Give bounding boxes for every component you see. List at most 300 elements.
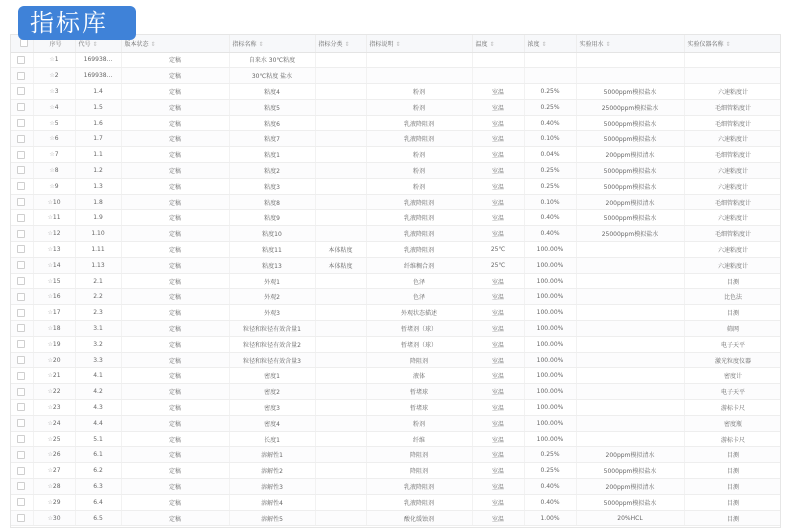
cell-inst: [684, 336, 781, 352]
column-header-label: 浓度: [527, 40, 540, 48]
cell-conc: [524, 194, 576, 210]
cell-water: [576, 84, 684, 100]
row-select-cell: [11, 479, 33, 495]
select-all-checkbox[interactable]: [20, 39, 28, 47]
row-checkbox[interactable]: [17, 514, 25, 522]
cell-name: [229, 242, 315, 258]
row-checkbox[interactable]: [17, 403, 25, 411]
star-icon[interactable]: ☆: [49, 56, 55, 64]
cell-text: 密度2: [264, 389, 280, 397]
cell-conc: [524, 431, 576, 447]
cell-code: [75, 273, 121, 289]
cell-inst: [684, 368, 781, 384]
row-checkbox[interactable]: [17, 388, 25, 396]
cell-conc: [524, 99, 576, 115]
star-icon[interactable]: ☆: [47, 324, 53, 332]
table-row[interactable]: [11, 447, 781, 463]
row-checkbox[interactable]: [17, 435, 25, 443]
row-checkbox[interactable]: [17, 372, 25, 380]
cell-text: 100.00%: [536, 293, 564, 301]
row-checkbox[interactable]: [17, 309, 25, 317]
cell-name: [229, 131, 315, 147]
cell-temp: [472, 273, 524, 289]
row-checkbox[interactable]: [17, 419, 25, 427]
cell-text: 六速粘度计: [717, 167, 748, 175]
cell-text: 100.00%: [536, 324, 564, 332]
row-checkbox[interactable]: [17, 119, 25, 127]
table-row[interactable]: [11, 84, 781, 100]
sort-icon[interactable]: ⇕: [605, 40, 611, 48]
star-icon[interactable]: ☆: [47, 261, 53, 269]
row-select-cell: [11, 194, 33, 210]
column-header-inst[interactable]: [684, 35, 781, 52]
cell-water: [576, 257, 684, 273]
star-icon[interactable]: ☆: [47, 514, 53, 522]
star-icon[interactable]: ☆: [47, 230, 53, 238]
cell-text: 密度瓶: [723, 420, 742, 428]
cell-text: 12: [52, 230, 61, 238]
row-checkbox[interactable]: [17, 467, 25, 475]
cell-text: 酸化缓蚀剂: [403, 515, 434, 523]
cell-text: 比色法: [723, 294, 742, 302]
cell-seq: [33, 494, 75, 510]
cell-text: 5000ppm模拟盐水: [603, 167, 657, 175]
cell-status: [121, 163, 229, 179]
cell-text: 3: [54, 87, 59, 95]
row-checkbox[interactable]: [17, 340, 25, 348]
cell-text: 定稿: [168, 231, 181, 239]
table-row[interactable]: [11, 273, 781, 289]
cell-text: 溶解性2: [261, 468, 283, 476]
table-row[interactable]: [11, 321, 781, 337]
row-checkbox[interactable]: [17, 482, 25, 490]
sort-icon[interactable]: ⇕: [489, 40, 495, 48]
cell-seq: [33, 99, 75, 115]
cell-text: 六速粘度计: [717, 88, 748, 96]
cell-text: 1.1: [93, 151, 103, 159]
star-icon[interactable]: ☆: [47, 214, 53, 222]
cell-inst: [684, 479, 781, 495]
cell-water: [576, 194, 684, 210]
cell-text: 定稿: [168, 73, 181, 81]
table-row[interactable]: [11, 178, 781, 194]
cell-seq: [33, 163, 75, 179]
row-select-cell: [11, 163, 33, 179]
cell-text: 降阻剂: [409, 452, 428, 460]
column-header-cat[interactable]: [315, 35, 366, 52]
cell-code: [75, 431, 121, 447]
cell-temp: [472, 52, 524, 68]
cell-text: 室温: [491, 231, 504, 239]
star-icon[interactable]: ☆: [47, 293, 53, 301]
cell-desc: [366, 305, 472, 321]
row-checkbox[interactable]: [17, 261, 25, 269]
column-header-temp[interactable]: [472, 35, 524, 52]
row-select-cell: [11, 415, 33, 431]
table-row[interactable]: [11, 463, 781, 479]
cell-text: 6.4: [93, 498, 103, 506]
table-row[interactable]: [11, 289, 781, 305]
cell-cat: [315, 400, 366, 416]
cell-text: 目测: [726, 515, 739, 523]
star-icon[interactable]: ☆: [49, 151, 55, 159]
star-icon[interactable]: ☆: [47, 372, 53, 380]
star-icon[interactable]: ☆: [47, 467, 53, 475]
table-row[interactable]: [11, 147, 781, 163]
cell-name: [229, 336, 315, 352]
cell-status: [121, 321, 229, 337]
cell-code: [75, 400, 121, 416]
table-row[interactable]: [11, 210, 781, 226]
cell-text: 1: [54, 56, 59, 64]
cell-inst: [684, 352, 781, 368]
cell-temp: [472, 415, 524, 431]
cell-inst: [684, 68, 781, 84]
cell-text: 1.3: [93, 182, 103, 190]
star-icon[interactable]: ☆: [47, 435, 53, 443]
sort-icon[interactable]: ⇕: [150, 40, 156, 48]
cell-text: 毛细管粘度计: [714, 120, 751, 128]
cell-text: 筛网: [726, 325, 739, 333]
cell-water: [576, 321, 684, 337]
table-row[interactable]: [11, 384, 781, 400]
cell-text: 溶解性5: [261, 515, 283, 523]
cell-text: 粉剂: [412, 104, 425, 112]
table-row[interactable]: [11, 415, 781, 431]
sort-icon[interactable]: ⇕: [344, 40, 350, 48]
cell-text: 目测: [726, 468, 739, 476]
star-icon[interactable]: ☆: [47, 403, 53, 411]
cell-text: 暂堵球: [409, 389, 428, 397]
sort-icon[interactable]: ⇕: [395, 40, 401, 48]
cell-status: [121, 210, 229, 226]
cell-code: [75, 210, 121, 226]
cell-text: 1.4: [93, 87, 103, 95]
cell-text: 200ppm模拟清水: [605, 452, 655, 460]
table-row[interactable]: [11, 305, 781, 321]
cell-conc: [524, 131, 576, 147]
cell-conc: [524, 210, 576, 226]
cell-water: [576, 68, 684, 84]
cell-cat: [315, 147, 366, 163]
cell-text: 粘度13: [262, 262, 282, 270]
cell-conc: [524, 336, 576, 352]
row-select-cell: [11, 463, 33, 479]
cell-temp: [472, 163, 524, 179]
cell-cat: [315, 463, 366, 479]
cell-inst: [684, 305, 781, 321]
cell-status: [121, 479, 229, 495]
table-row[interactable]: [11, 52, 781, 68]
column-header-desc[interactable]: [366, 35, 472, 52]
sort-icon[interactable]: ⇕: [258, 40, 264, 48]
cell-inst: [684, 321, 781, 337]
cell-text: 粘度2: [264, 167, 280, 175]
star-icon[interactable]: ☆: [47, 356, 53, 364]
cell-water: [576, 368, 684, 384]
cell-text: 1.13: [91, 261, 105, 269]
row-select-cell: [11, 510, 33, 526]
cell-desc: [366, 400, 472, 416]
cell-cat: [315, 368, 366, 384]
cell-text: 室温: [491, 88, 504, 96]
cell-water: [576, 463, 684, 479]
cell-name: [229, 352, 315, 368]
table-row[interactable]: [11, 99, 781, 115]
cell-text: 目测: [726, 499, 739, 507]
cell-desc: [366, 52, 472, 68]
row-checkbox[interactable]: [17, 214, 25, 222]
cell-seq: [33, 68, 75, 84]
cell-text: 0.25%: [540, 467, 560, 475]
cell-text: 0.40%: [540, 230, 560, 238]
cell-name: [229, 494, 315, 510]
cell-text: 游标卡尺: [720, 436, 745, 444]
cell-text: 室温: [491, 436, 504, 444]
sort-icon[interactable]: ⇕: [725, 40, 731, 48]
row-checkbox[interactable]: [17, 72, 25, 80]
cell-text: 电子天平: [720, 389, 745, 397]
table-row[interactable]: [11, 494, 781, 510]
cell-seq: [33, 52, 75, 68]
row-checkbox[interactable]: [17, 293, 25, 301]
cell-text: 室温: [491, 183, 504, 191]
cell-cat: [315, 178, 366, 194]
cell-text: 200ppm模拟清水: [605, 152, 655, 160]
cell-text: 0.40%: [540, 498, 560, 506]
row-checkbox[interactable]: [17, 56, 25, 64]
star-icon[interactable]: ☆: [47, 245, 53, 253]
row-checkbox[interactable]: [17, 151, 25, 159]
cell-text: 定稿: [168, 404, 181, 412]
cell-seq: [33, 336, 75, 352]
cell-text: 外观2: [264, 294, 280, 302]
star-icon[interactable]: ☆: [49, 182, 55, 190]
cell-text: 5000ppm模拟盐水: [603, 120, 657, 128]
cell-code: [75, 447, 121, 463]
cell-text: 1.6: [93, 119, 103, 127]
cell-text: 1.9: [93, 214, 103, 222]
row-select-cell: [11, 431, 33, 447]
row-checkbox[interactable]: [17, 498, 25, 506]
star-icon[interactable]: ☆: [49, 87, 55, 95]
cell-water: [576, 305, 684, 321]
star-icon[interactable]: ☆: [47, 498, 53, 506]
table-row[interactable]: [11, 68, 781, 84]
sort-icon[interactable]: ⇕: [541, 40, 547, 48]
cell-text: 1.2: [93, 166, 103, 174]
cell-text: 目测: [726, 452, 739, 460]
row-checkbox[interactable]: [17, 103, 25, 111]
cell-code: [75, 226, 121, 242]
cell-text: 25℃: [490, 245, 506, 253]
row-checkbox[interactable]: [17, 324, 25, 332]
cell-text: 游标卡尺: [720, 404, 745, 412]
row-checkbox[interactable]: [17, 87, 25, 95]
star-icon[interactable]: ☆: [47, 451, 53, 459]
cell-seq: [33, 178, 75, 194]
cell-temp: [472, 352, 524, 368]
row-checkbox[interactable]: [17, 245, 25, 253]
cell-desc: [366, 336, 472, 352]
cell-text: 室温: [491, 483, 504, 491]
sort-icon[interactable]: ⇕: [92, 40, 98, 48]
cell-status: [121, 415, 229, 431]
table-row[interactable]: [11, 194, 781, 210]
star-icon[interactable]: ☆: [49, 72, 55, 80]
cell-text: 室温: [491, 357, 504, 365]
table-row[interactable]: [11, 226, 781, 242]
cell-desc: [366, 147, 472, 163]
cell-seq: [33, 479, 75, 495]
row-checkbox[interactable]: [17, 356, 25, 364]
table-row[interactable]: [11, 400, 781, 416]
cell-text: 25000ppm模拟盐水: [601, 231, 659, 239]
table-row[interactable]: [11, 368, 781, 384]
column-header-water[interactable]: [576, 35, 684, 52]
cell-cat: [315, 273, 366, 289]
row-checkbox[interactable]: [17, 135, 25, 143]
cell-text: 定稿: [168, 88, 181, 96]
cell-seq: [33, 415, 75, 431]
star-icon[interactable]: ☆: [47, 419, 53, 427]
cell-text: 粘度6: [264, 120, 280, 128]
row-select-cell: [11, 178, 33, 194]
column-header-label: 指标名称: [232, 40, 257, 48]
row-select-cell: [11, 115, 33, 131]
table-row[interactable]: [11, 131, 781, 147]
row-select-cell: [11, 494, 33, 510]
cell-text: 3.2: [93, 340, 103, 348]
cell-status: [121, 178, 229, 194]
cell-name: [229, 273, 315, 289]
table-row[interactable]: [11, 431, 781, 447]
cell-seq: [33, 431, 75, 447]
cell-name: [229, 99, 315, 115]
cell-name: [229, 415, 315, 431]
table-row[interactable]: [11, 336, 781, 352]
cell-name: [229, 305, 315, 321]
cell-text: 粘度3: [264, 183, 280, 191]
table-row[interactable]: [11, 242, 781, 258]
cell-name: [229, 479, 315, 495]
star-icon[interactable]: ☆: [49, 166, 55, 174]
cell-text: 室温: [491, 389, 504, 397]
cell-code: [75, 352, 121, 368]
cell-status: [121, 68, 229, 84]
table-row[interactable]: [11, 352, 781, 368]
cell-water: [576, 447, 684, 463]
cell-text: 乳液降阻剂: [403, 215, 434, 223]
cell-text: 20%HCL: [617, 514, 643, 522]
cell-text: 密度计: [723, 373, 742, 381]
cell-text: 2.2: [93, 293, 103, 301]
star-icon[interactable]: ☆: [47, 388, 53, 396]
cell-water: [576, 131, 684, 147]
cell-status: [121, 463, 229, 479]
row-checkbox[interactable]: [17, 277, 25, 285]
cell-text: 定稿: [168, 199, 181, 207]
cell-text: 22: [52, 388, 61, 396]
cell-desc: [366, 368, 472, 384]
table-row[interactable]: [11, 257, 781, 273]
star-icon[interactable]: ☆: [47, 309, 53, 317]
row-checkbox[interactable]: [17, 451, 25, 459]
cell-text: 粘度9: [264, 215, 280, 223]
cell-text: 200ppm模拟清水: [605, 199, 655, 207]
cell-cat: [315, 431, 366, 447]
cell-text: 粘度5: [264, 104, 280, 112]
cell-temp: [472, 479, 524, 495]
cell-cat: [315, 352, 366, 368]
cell-temp: [472, 84, 524, 100]
row-checkbox[interactable]: [17, 198, 25, 206]
cell-text: 19: [52, 340, 61, 348]
cell-cat: [315, 384, 366, 400]
cell-name: [229, 257, 315, 273]
cell-desc: [366, 352, 472, 368]
cell-text: 200ppm模拟清水: [605, 483, 655, 491]
cell-code: [75, 510, 121, 526]
cell-text: 毛细管粘度计: [714, 152, 751, 160]
star-icon[interactable]: ☆: [47, 482, 53, 490]
cell-text: 外观3: [264, 310, 280, 318]
cell-inst: [684, 447, 781, 463]
cell-text: 乳液降阻剂: [403, 483, 434, 491]
star-icon[interactable]: ☆: [49, 103, 55, 111]
column-header-conc[interactable]: [524, 35, 576, 52]
cell-text: 定稿: [168, 341, 181, 349]
cell-seq: [33, 210, 75, 226]
row-checkbox[interactable]: [17, 182, 25, 190]
column-header-name[interactable]: [229, 35, 315, 52]
cell-text: 室温: [491, 199, 504, 207]
cell-text: 定稿: [168, 436, 181, 444]
column-header-status[interactable]: [121, 35, 229, 52]
star-icon[interactable]: ☆: [49, 119, 55, 127]
cell-status: [121, 431, 229, 447]
cell-text: 色泽: [412, 294, 425, 302]
cell-name: [229, 210, 315, 226]
cell-temp: [472, 321, 524, 337]
star-icon[interactable]: ☆: [49, 135, 55, 143]
cell-code: [75, 242, 121, 258]
table-row[interactable]: [11, 479, 781, 495]
cell-conc: [524, 257, 576, 273]
star-icon[interactable]: ☆: [47, 277, 53, 285]
cell-text: 100.00%: [536, 340, 564, 348]
star-icon[interactable]: ☆: [47, 340, 53, 348]
cell-code: [75, 163, 121, 179]
cell-code: [75, 321, 121, 337]
cell-code: [75, 194, 121, 210]
cell-inst: [684, 52, 781, 68]
cell-inst: [684, 431, 781, 447]
cell-conc: [524, 226, 576, 242]
row-checkbox[interactable]: [17, 230, 25, 238]
column-header-label: 温度: [475, 40, 488, 48]
table-row[interactable]: [11, 510, 781, 526]
row-checkbox[interactable]: [17, 166, 25, 174]
cell-text: 室温: [491, 341, 504, 349]
row-select-cell: [11, 273, 33, 289]
star-icon[interactable]: ☆: [47, 198, 53, 206]
table-row[interactable]: [11, 115, 781, 131]
cell-name: [229, 226, 315, 242]
cell-temp: [472, 510, 524, 526]
table-row[interactable]: [11, 163, 781, 179]
cell-temp: [472, 447, 524, 463]
